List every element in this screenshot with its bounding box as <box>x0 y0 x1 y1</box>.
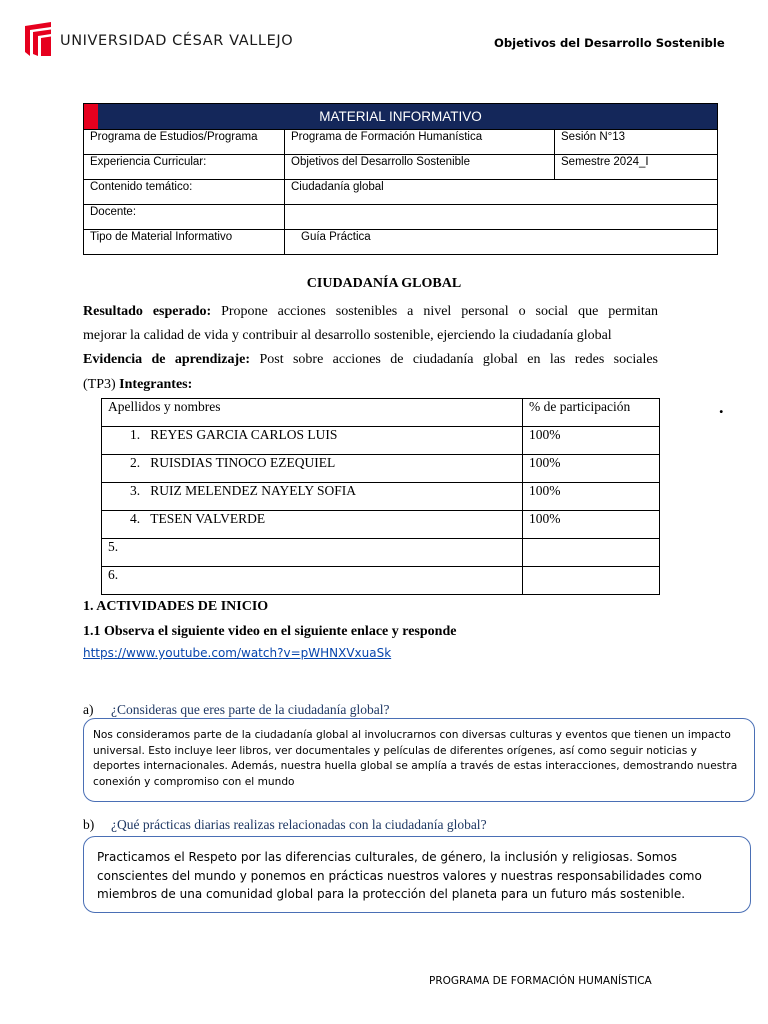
member-name: REYES GARCIA CARLOS LUIS <box>150 427 338 442</box>
info-cell: Tipo de Material Informativo <box>84 230 285 255</box>
member-name-cell <box>102 455 523 483</box>
footer-text: PROGRAMA DE FORMACIÓN HUMANÍSTICA <box>429 975 652 987</box>
member-name-cell <box>102 511 523 539</box>
info-cell: Programa de Formación Humanística <box>285 130 555 155</box>
table-row <box>84 130 718 155</box>
members-table <box>101 398 660 595</box>
member-pct <box>523 539 660 567</box>
evidencia-tp: (TP3) <box>83 377 116 392</box>
evidencia-line-2 <box>83 373 658 398</box>
info-cell: Sesión N°13 <box>555 130 718 155</box>
page-title: CIUDADANÍA GLOBAL <box>306 276 462 291</box>
member-pct: 100% <box>523 511 660 539</box>
member-number: 1. <box>130 427 141 442</box>
member-number: 4. <box>130 511 141 526</box>
info-cell: Experiencia Curricular: <box>84 155 285 180</box>
subsection-title: 1.1 Observa el siguiente video en el siguiente enlace y responde <box>83 624 457 639</box>
answer-b: Practicamos el Respeto por las diferencias culturales, de género, la inclusión y religiosas. Somos conscientes del mundo y ponemos en prácticas nuestros valores y nuestras responsabilidades como miembros de una comunidad global para la protección del planeta para un futuro más sostenible. <box>97 850 702 901</box>
table-row <box>84 155 718 180</box>
question-a: ¿Consideras que eres parte de la ciudadanía global? <box>111 702 390 717</box>
info-cell: Ciudadanía global <box>285 180 718 205</box>
title-red-bar <box>84 104 98 129</box>
stray-dot: . <box>719 397 724 417</box>
question-b: ¿Qué prácticas diarias realizas relacionadas con la ciudadanía global? <box>111 817 487 832</box>
info-table <box>83 103 718 255</box>
resultado-text: Propone acciones sostenibles a nivel personal o social que permitan <box>221 304 659 319</box>
info-cell: Docente: <box>84 205 285 230</box>
info-cell: Objetivos del Desarrollo Sostenible <box>285 155 555 180</box>
evidencia-text: Post sobre acciones de ciudadanía global en las redes sociales <box>259 352 659 367</box>
answer-a: Nos consideramos parte de la ciudadanía global al involucrarnos con diversas culturas y eventos que tienen un impacto universal. Esto incluye leer libros, ver documentales y películas de diferentes orígenes, así como seguir noticias y deportes internacionales. Además, nuestra huella global se amplía a través de estas interacciones, demostrando nuestra conexión y compromiso con el mundo <box>93 729 738 788</box>
member-number: 2. <box>130 455 141 470</box>
member-name: RUISDIAS TINOCO EZEQUIEL <box>150 455 336 470</box>
table-row <box>102 455 660 483</box>
member-pct: 100% <box>523 455 660 483</box>
column-header: Apellidos y nombres <box>102 399 523 427</box>
table-row <box>102 427 660 455</box>
table-header-row <box>102 399 660 427</box>
table-row <box>84 230 718 255</box>
member-name-cell <box>102 483 523 511</box>
info-cell: Programa de Estudios/Programa <box>84 130 285 155</box>
table-row <box>84 180 718 205</box>
table-row <box>84 205 718 230</box>
youtube-link[interactable]: https://www.youtube.com/watch?v=pWHNXVxuaSk <box>83 646 392 660</box>
answer-box-b <box>83 836 751 913</box>
info-cell: Guía Práctica <box>285 230 718 255</box>
member-name: RUIZ MELENDEZ NAYELY SOFIA <box>150 483 357 498</box>
table-row <box>102 483 660 511</box>
info-table-title: MATERIAL INFORMATIVO <box>84 104 718 130</box>
answer-box-a <box>83 718 755 802</box>
question-label-a: a) <box>83 702 94 717</box>
integrantes-label: Integrantes: <box>119 377 193 392</box>
university-name: UNIVERSIDAD CÉSAR VALLEJO <box>60 33 294 49</box>
member-name: TESEN VALVERDE <box>150 511 266 526</box>
evidencia-label: Evidencia de aprendizaje: <box>83 352 251 367</box>
ucv-logo-icon <box>23 22 53 56</box>
member-name-cell <box>102 539 523 567</box>
member-pct: 100% <box>523 483 660 511</box>
resultado-line-2: mejorar la calidad de vida y contribuir al desarrollo sostenible, ejerciendo la ciudadanía global <box>83 328 612 343</box>
question-label-b: b) <box>83 817 95 832</box>
resultado-line-1 <box>83 300 658 325</box>
member-pct <box>523 567 660 595</box>
column-header: % de participación <box>523 399 660 427</box>
info-cell <box>285 205 718 230</box>
table-row <box>102 567 660 595</box>
table-row <box>102 539 660 567</box>
table-row <box>102 511 660 539</box>
member-number: 6. <box>108 567 119 582</box>
course-header-title: Objetivos del Desarrollo Sostenible <box>494 36 725 50</box>
member-pct: 100% <box>523 427 660 455</box>
info-cell: Semestre 2024_I <box>555 155 718 180</box>
info-cell: Contenido temático: <box>84 180 285 205</box>
member-name-cell <box>102 427 523 455</box>
member-number: 5. <box>108 539 119 554</box>
section-title: 1. ACTIVIDADES DE INICIO <box>83 599 269 614</box>
evidencia-line-1 <box>83 348 658 373</box>
member-number: 3. <box>130 483 141 498</box>
member-name-cell <box>102 567 523 595</box>
resultado-label: Resultado esperado: <box>83 304 212 319</box>
